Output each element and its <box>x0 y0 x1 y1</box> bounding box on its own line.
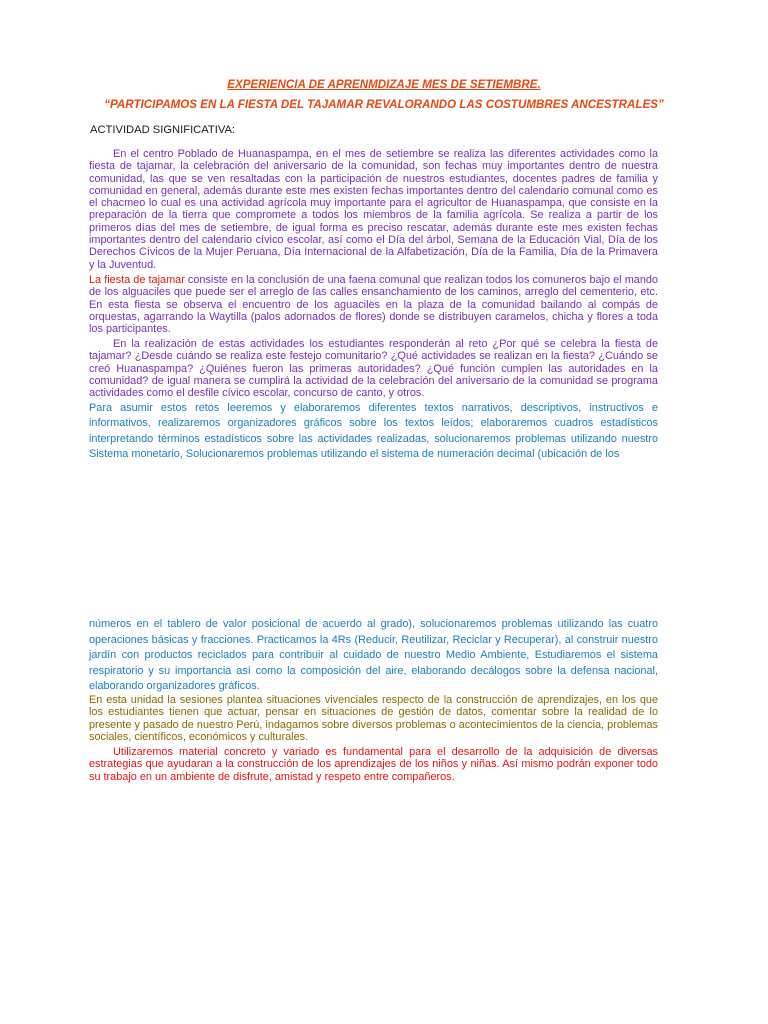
paragraph-context: En el centro Poblado de Huanaspampa, en el mes de setiembre se realiza las diferentes actividades como la fiesta de tajamar, la celebración del aniversario de la comunidad, son fechas muy importantes dentro de nuestra comunidad, las que se ven resaltadas con la participación de nuestros estudiantes, docentes padres de familia y comunidad en general, además durante este mes existen fechas importantes dentro del calendario comunal como es el chacmeo lo cual es una actividad agrícola muy importante para el agricultor de Huanaspampa, que consiste en la preparación de la tierra que compromete a todos los miembros de la familia agrícola. Se realiza a partir de los primeros días del mes de setiembre, de igual forma es preciso rescatar, además durante este mes existen fechas importantes dentro del calendario cívico escolar, así como el Día del árbol, Semana de la Educación Vial, Día de los Derechos Cívicos de la Mujer Peruana, Día Internacional de la Alfabetización, Día de la Familia, Día de la Primavera y la Juventud. <box>89 148 658 271</box>
paragraph-tajamar <box>89 274 658 335</box>
paragraph-tajamar-text: consiste en la conclusión de una faena comunal que realizan todos los comuneros bajo el mando de los alguaciles que puede ser el arreglo de las calles ensanchamiento de los caminos, arreglo del cementerio, etc. En esta fiesta se observa el encuentro de los aguaciles en la plaza de la comunidad bailando al compás de orquestas, agarrando la Waytilla (palos adornados de flores) donde se distribuyen caramelos, chicha y flores a toda los participantes. <box>89 274 658 336</box>
paragraph-materials: Utilizaremos material concreto y variado es fundamental para el desarrollo de la adquisición de diversas estrategias que ayudaran a la construcción de los aprendizajes de los niños y niñas. Así mismo podrán exponer todo su trabajo en un ambiente de disfrute, amistad y respeto entre compañeros. <box>89 746 658 783</box>
document-title: EXPERIENCIA DE APRENMDIZAJE MES DE SETIEMBRE. <box>227 78 541 91</box>
paragraph-activities-continued: números en el tablero de valor posicional de acuerdo al grado), solucionaremos problemas utilizando las cuatro operaciones básicas y fracciones. Practicamos la 4Rs (Reducir, Reutilizar, Reciclar y Recuperar), al construir nuestro jardín con productos reciclados para contribuir al cuidado de nuestro Medio Ambiente, Estudiaremos el sistema respiratorio y su importancia así como la composición del aire, elaborando decálogos sobre la defensa nacional, elaborando organizadores gráficos. <box>89 618 658 693</box>
paragraph-challenges: En la realización de estas actividades los estudiantes responderán al reto ¿Por qué se celebra la fiesta de tajamar? ¿Desde cuándo se realiza este festejo comunitario? ¿Qué actividades se realizan en la fiesta? ¿Cuándo se creó Huanaspampa? ¿Quiénes fueron las primeras autoridades? ¿Qué función cumplen las autoridades en la comunidad? de igual manera se cumplirá la actividad de la celebración del aniversario de la comunidad se programa actividades como el desfile cívico escolar, concurso de canto, y otros. <box>89 338 658 400</box>
paragraph-tajamar-highlight: La fiesta de tajamar <box>89 274 185 286</box>
document-subtitle: “PARTICIPAMOS EN LA FIESTA DEL TAJAMAR REVALORANDO LAS COSTUMBRES ANCESTRALES” <box>104 98 664 111</box>
paragraph-activities: Para asumir estos retos leeremos y elaboraremos diferentes textos narrativos, descriptivos, instructivos e informativos, realizaremos organizadores gráficos sobre los textos leídos; elaboraremos cuadros estadísticos interpretando términos estadísticos sobre las actividades realizadas, solucionaremos problemas utilizando nuestro Sistema monetario, Solucionaremos problemas utilizando el sistema de numeración decimal (ubicación de los <box>89 402 658 461</box>
section-label: ACTIVIDAD SIGNIFICATIVA: <box>90 124 236 136</box>
paragraph-unit-sessions: En esta unidad la sesiones plantea situaciones vivenciales respecto de la construcción de aprendizajes, en los que los estudiantes tienen que actuar, pensar en situaciones de gestión de datos, comentar sobre la realidad de lo presente y pasado de nuestro Perú, indagamos sobre diversos problemas o acontecimientos de la ciencia, problemas sociales, científicos, económicos y culturales. <box>89 694 658 743</box>
